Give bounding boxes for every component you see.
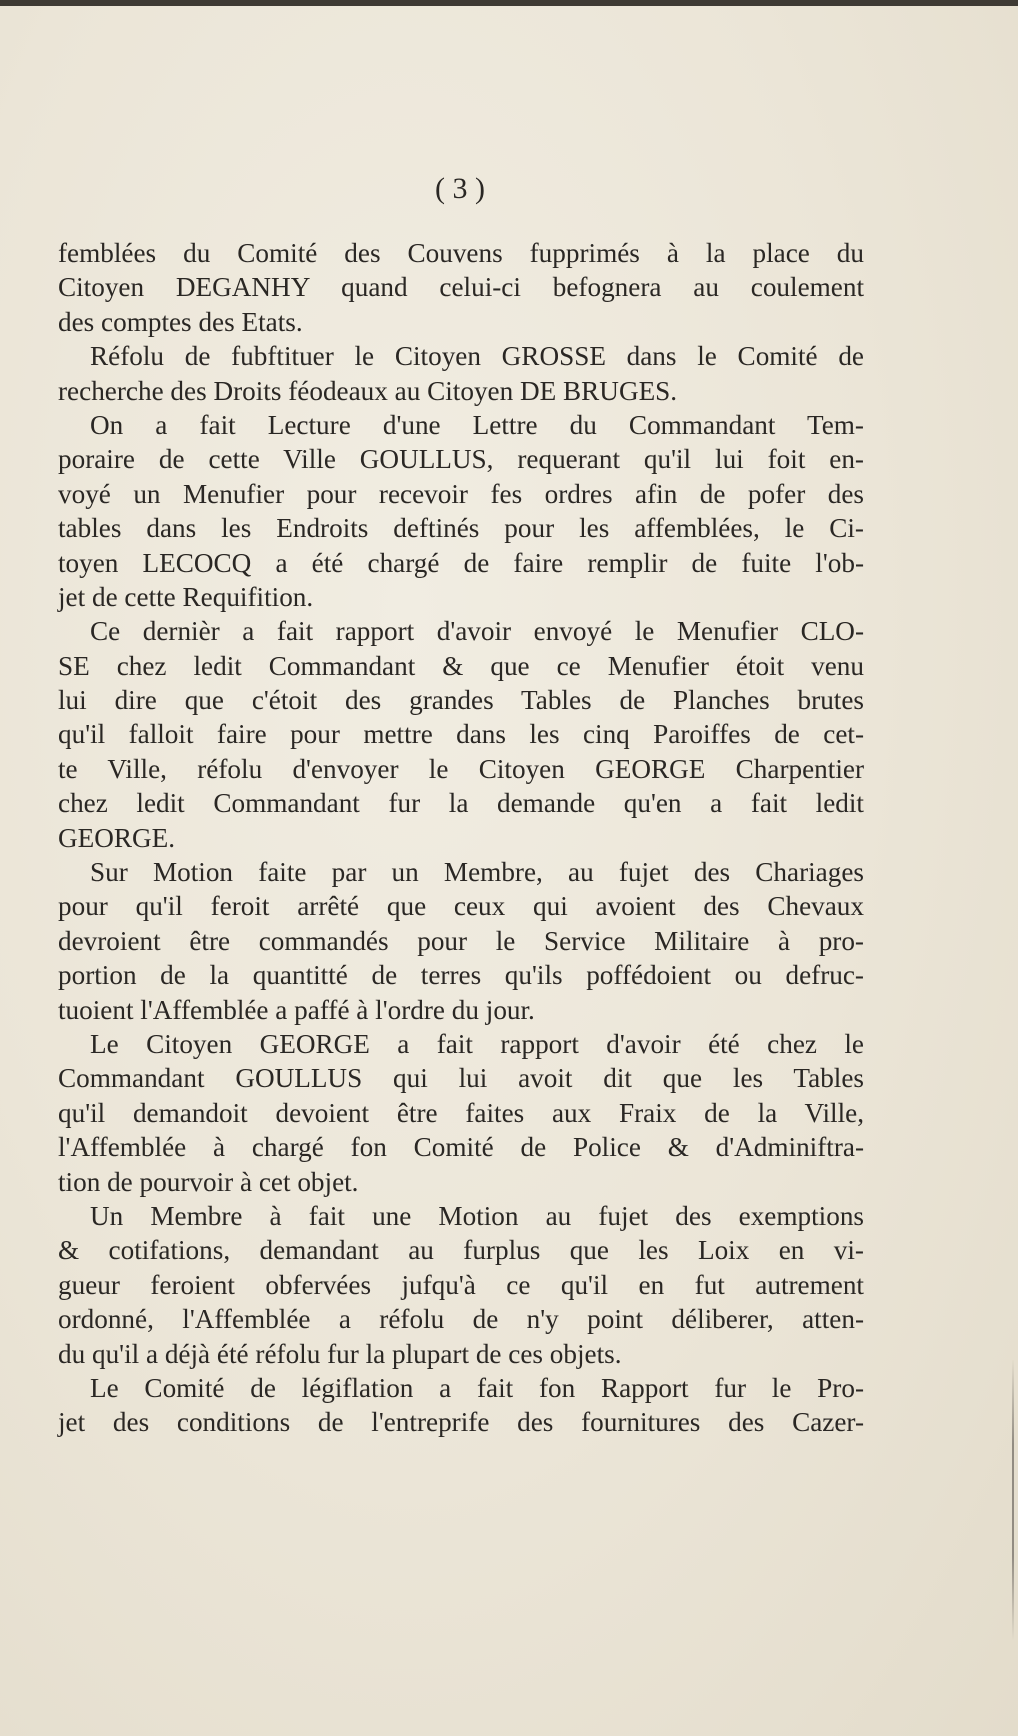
text-line: SE chez ledit Commandant & que ce Menufier étoit venu	[58, 650, 864, 681]
text-line: gueur feroient obfervées jufqu'à ce qu'il en fut autrement	[58, 1269, 864, 1300]
text-line: devroient être commandés pour le Service Militaire à pro-	[58, 925, 864, 956]
body-text	[58, 236, 864, 1440]
text-line: Un Membre à fait une Motion au fujet des exemptions	[90, 1200, 864, 1231]
text-line: qu'il falloit faire pour mettre dans les cinq Paroiffes de cet-	[58, 719, 864, 750]
text-line: jet des conditions de l'entreprife des fournitures des Cazer-	[58, 1407, 864, 1438]
text-line: Le Comité de légiflation a fait fon Rapport fur le Pro-	[90, 1372, 864, 1403]
text-line: Le Citoyen GEORGE a fait rapport d'avoir été chez le	[90, 1028, 864, 1059]
text-line: qu'il demandoit devoient être faites aux Fraix de la Ville,	[58, 1097, 864, 1128]
text-line: tuoient l'Affemblée a paffé à l'ordre du jour.	[58, 994, 535, 1025]
text-line: du qu'il a déjà été réfolu fur la plupart de ces objets.	[58, 1338, 622, 1369]
text-line: Ce dernièr a fait rapport d'avoir envoyé le Menufier CLO-	[90, 616, 864, 647]
text-line: Citoyen DEGANHY quand celui-ci befognera au coulement	[58, 272, 864, 303]
text-line: Commandant GOULLUS qui lui avoit dit que les Tables	[58, 1063, 864, 1094]
text-line: femblées du Comité des Couvens fupprimés à la place du	[58, 238, 864, 268]
text-line: toyen LECOCQ a été chargé de faire remplir de fuite l'ob-	[58, 547, 864, 578]
text-line: jet de cette Requifition.	[58, 581, 314, 612]
text-line: pour qu'il feroit arrêté que ceux qui avoient des Chevaux	[58, 891, 864, 922]
text-line: poraire de cette Ville GOULLUS, requerant qu'il lui foit en-	[58, 444, 864, 475]
text-line: des comptes des Etats.	[58, 306, 303, 337]
text-line: ordonné, l'Affemblée a réfolu de n'y point déliberer, atten-	[58, 1304, 864, 1335]
text-line: lui dire que c'étoit des grandes Tables de Planches brutes	[58, 685, 864, 716]
scan-top-border	[0, 0, 1018, 6]
text-line: Sur Motion faite par un Membre, au fujet des Chariages	[90, 857, 864, 888]
text-line: chez ledit Commandant fur la demande qu'en a fait ledit	[58, 788, 864, 819]
text-line: tables dans les Endroits deftinés pour les affemblées, le Ci-	[58, 513, 864, 544]
text-line: l'Affemblée à chargé fon Comité de Police & d'Adminiftra-	[58, 1132, 864, 1163]
text-line: Réfolu de fubftituer le Citoyen GROSSE dans le Comité de	[90, 341, 864, 372]
text-line: On a fait Lecture d'une Lettre du Commandant Tem-	[90, 409, 864, 440]
text-line: te Ville, réfolu d'envoyer le Citoyen GEORGE Charpentier	[58, 753, 864, 784]
text-line: GEORGE.	[58, 822, 176, 853]
page-number: ( 3 )	[435, 172, 485, 205]
text-line: recherche des Droits féodeaux au Citoyen DE BRUGES.	[58, 375, 678, 406]
text-line: voyé un Menufier pour recevoir fes ordres afin de pofer des	[58, 478, 864, 509]
text-line: tion de pourvoir à cet objet.	[58, 1166, 359, 1197]
text-line: portion de la quantitté de terres qu'ils poffédoient ou defruc-	[58, 960, 864, 991]
scan-edge-mark	[1012, 1360, 1014, 1640]
text-line: & cotifations, demandant au furplus que les Loix en vi-	[58, 1235, 864, 1266]
